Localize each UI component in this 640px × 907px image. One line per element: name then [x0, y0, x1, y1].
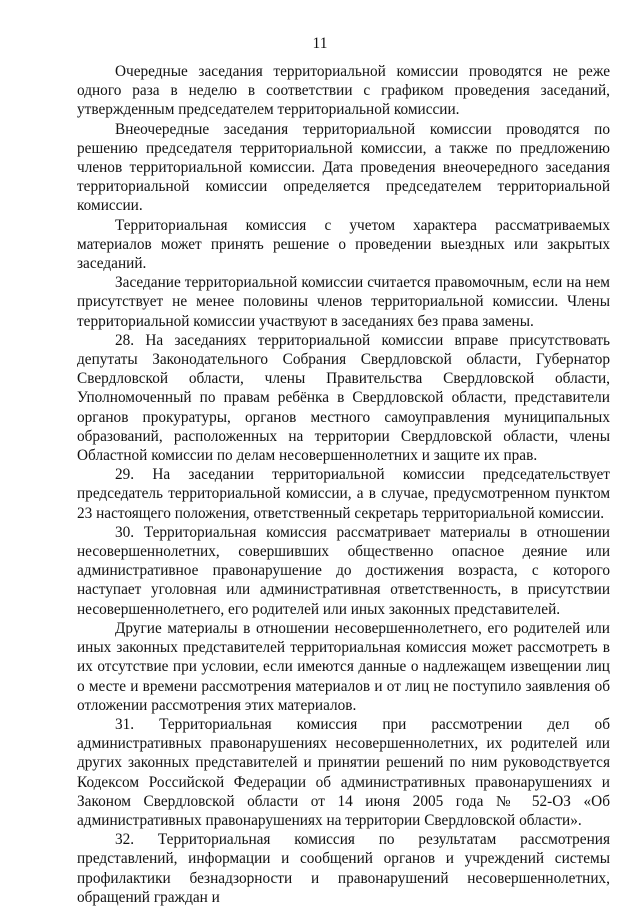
paragraph-other-materials: Другие материалы в отношении несовершеннолетнего, его родителей или иных законных представителей территориальная комиссия может рассмотреть в их отсутствие при условии, если имеются данные о надлежащем извещении лиц о месте и времени рассмотрения материалов и от лиц не поступило заявления об отложении рассмотрения этих материалов.	[77, 619, 610, 714]
paragraph-item-29: 29. На заседании территориальной комиссии председательствует председатель территориальной комиссии, а в случае, предусмотренном пунктом 23 настоящего положения, ответственный секретарь территориальной комиссии.	[77, 466, 610, 522]
paragraph-item-31: 31. Территориальная комиссия при рассмотрении дел об административных правонарушениях несовершеннолетних, их родителей или других законных представителей и принятии решений по ним руководствуется Кодексом Российской Федерации об административных правонарушениях и Законом Свердловской области от 14 июня 2005 года № 52-ОЗ «Об административных правонарушениях на территории Свердловской области».	[77, 715, 610, 829]
paragraph-item-30: 30. Территориальная комиссия рассматривает материалы в отношении несовершеннолетних, совершивших общественно опасное деяние или административное правонарушение до достижения возраста, с которого наступает уголовная или административная ответственность, в присутствии несовершеннолетнего, его родителей или иных законных представителей.	[77, 523, 610, 618]
paragraph-item-32: 32. Территориальная комиссия по результатам рассмотрения представлений, информации и сообщений органов и учреждений системы профилактики безнадзорности и правонарушений несовершеннолетних, обращений граждан и	[77, 831, 610, 906]
paragraph-field-closed-meetings: Территориальная комиссия с учетом характера рассматриваемых материалов может принять решение о проведении выездных или закрытых заседаний.	[77, 216, 610, 273]
paragraph-regular-meetings: Очередные заседания территориальной комиссии проводятся не реже одного раза в неделю в соответствии с графиком проведения заседаний, утвержденным председателем территориальной комиссии.	[77, 63, 610, 119]
page-number: 11	[312, 35, 328, 52]
document-body	[77, 62, 610, 907]
paragraph-item-28: 28. На заседаниях территориальной комиссии вправе присутствовать депутаты Законодательного Собрания Свердловской области, Губернатор Свердловской области, члены Правительства Свердловской области, Уполномоченный по правам ребёнка в Свердловской области, представители органов прокуратуры, органов местного самоуправления муниципальных образований, расположенных на территории Свердловской области, члены Областной комиссии по делам несовершеннолетних и защите их прав.	[77, 331, 610, 465]
paragraph-extraordinary-meetings: Внеочередные заседания территориальной комиссии проводятся по решению председателя территориальной комиссии, а также по предложению членов территориальной комиссии. Дата проведения внеочередного заседания территориальной комиссии определяется председателем территориальной комиссии.	[77, 120, 610, 215]
paragraph-quorum: Заседание территориальной комиссии считается правомочным, если на нем присутствует не менее половины членов территориальной комиссии. Члены территориальной комиссии участвуют в заседаниях без права замены.	[77, 274, 610, 330]
